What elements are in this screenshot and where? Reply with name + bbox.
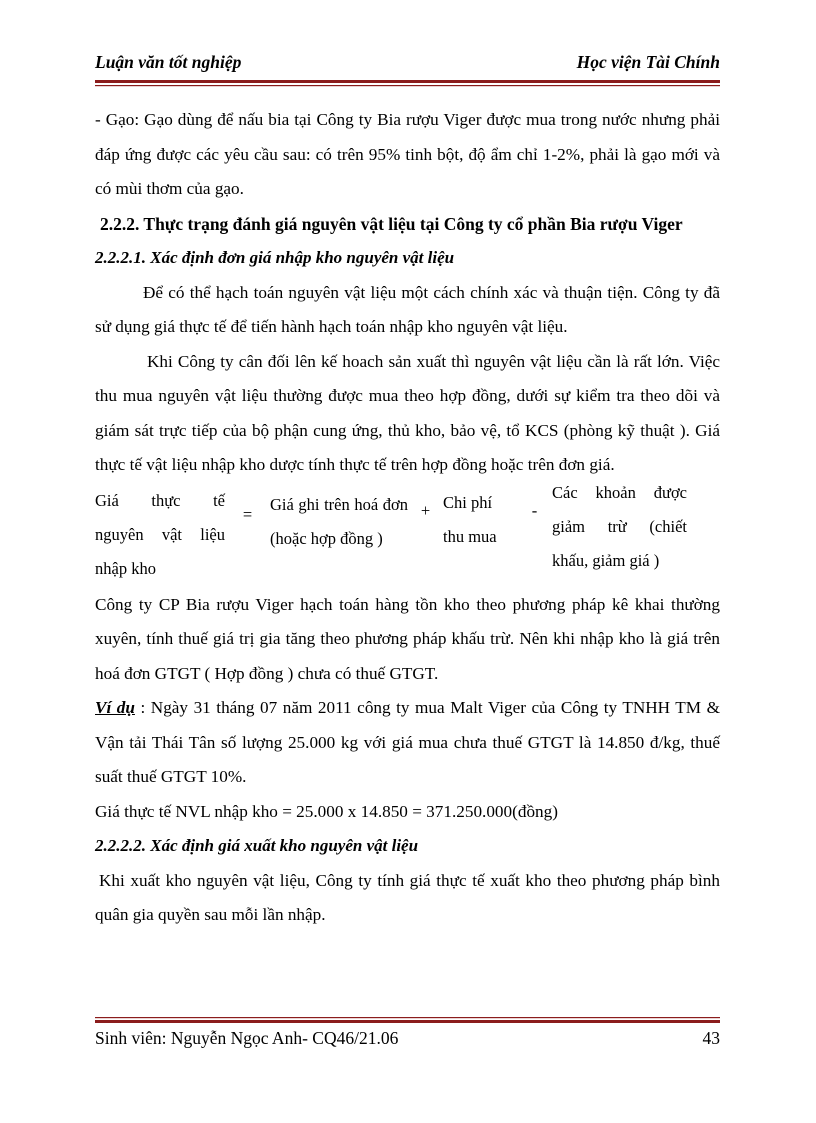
footer-student-info: Sinh viên: Nguyễn Ngọc Anh- CQ46/21.06 — [95, 1028, 399, 1048]
paragraph-example — [95, 691, 720, 795]
formula-term-invoice-price: Giá ghi trên hoá đơn (hoặc hợp đồng ) — [270, 494, 408, 548]
footer-rule — [95, 1017, 720, 1025]
section-heading-2-2-2: 2.2.2. Thực trạng đánh giá nguyên vật liệu tại Công ty cổ phần Bia rượu Viger — [100, 213, 683, 234]
formula-left-line-3: nhập kho — [95, 558, 156, 578]
subsection-heading-2-2-2-2: 2.2.2.2. Xác định giá xuất kho nguyên vật liệu — [95, 836, 419, 855]
formula-left-line-2: nguyên vật liệu — [95, 524, 225, 544]
formula-plus: + — [420, 500, 431, 520]
paragraph-inventory-method: Công ty CP Bia rượu Viger hạch toán hàng tồn kho theo phương pháp kê khai thường xuyên, tính thuế giá trị gia tăng theo phương pháp khấu trừ. Nên khi nhập kho là giá trên hoá đơn GTGT ( Hợp đồng ) chưa có thuế GTGT. — [95, 594, 720, 683]
paragraph-example-calculation: Giá thực tế NVL nhập kho = 25.000 x 14.850 = 371.250.000(đồng) — [95, 801, 558, 821]
header-rule — [95, 80, 720, 88]
example-label: Ví dụ — [95, 698, 135, 717]
header-institution: Học viện Tài Chính — [576, 52, 720, 72]
formula-term2-line-1: Chi phí — [443, 492, 493, 512]
paragraph-rice: - Gạo: Gạo dùng để nấu bia tại Công ty Bia rượu Viger được mua trong nước nhưng phải đáp ứng được các yêu cầu sau: có trên 95% tinh bột, độ ẩm chỉ 1-2%, phải là gạo mới và có mùi thơm của gạo. — [95, 110, 720, 198]
page-number: 43 — [702, 1028, 720, 1048]
formula-equals: = — [242, 504, 253, 524]
paragraph-issue-pricing: Khi xuất kho nguyên vật liệu, Công ty tính giá thực tế xuất kho theo phương pháp bình quân gia quyền sau mỗi lần nhập. — [95, 870, 720, 924]
formula-term-purchase-cost — [443, 484, 517, 554]
document-body — [95, 103, 720, 933]
example-text: : Ngày 31 tháng 07 năm 2011 công ty mua Malt Viger của Công ty TNHH TM & Vận tải Thái Tân số lượng 25.000 kg với giá mua chưa thuế GTGT là 14.850 đ/kg, thuế suất thuế GTGT 10%. — [95, 698, 720, 786]
page-header — [95, 52, 720, 73]
paragraph-accounting-method: Để có thể hạch toán nguyên vật liệu một cách chính xác và thuận tiện. Công ty đã sử dụng giá thực tế để tiến hành hạch toán nhập kho nguyên vật liệu. — [95, 282, 720, 336]
formula-left-line-1: Giá thực tế — [95, 490, 225, 510]
formula-minus: - — [531, 500, 538, 520]
subsection-heading-2-2-2-1: 2.2.2.1. Xác định đơn giá nhập kho nguyên vật liệu — [95, 248, 455, 267]
formula-left-side — [95, 484, 225, 586]
paragraph-purchasing: Khi Công ty cân đối lên kế hoach sản xuất thì nguyên vật liệu cần là rất lớn. Việc thu mua nguyên vật liệu thường được mua theo hợp đồng, dưới sự kiểm tra theo dõi và giám sát trực tiếp của bộ phận cung ứng, thủ kho, bảo vệ, tổ KCS (phòng kỹ thuật ). Giá thực tế vật liệu nhập kho dược tính thực tế trên hợp đồng hoặc trên đơn giá. — [95, 351, 720, 474]
formula-term-deductions: Các khoản được giảm trừ (chiết khấu, giảm giá ) — [552, 482, 687, 570]
page-footer — [95, 1028, 720, 1049]
header-thesis-title: Luận văn tốt nghiệp — [95, 52, 242, 72]
cost-formula — [95, 484, 720, 588]
formula-term2-line-2: thu mua — [443, 526, 497, 546]
